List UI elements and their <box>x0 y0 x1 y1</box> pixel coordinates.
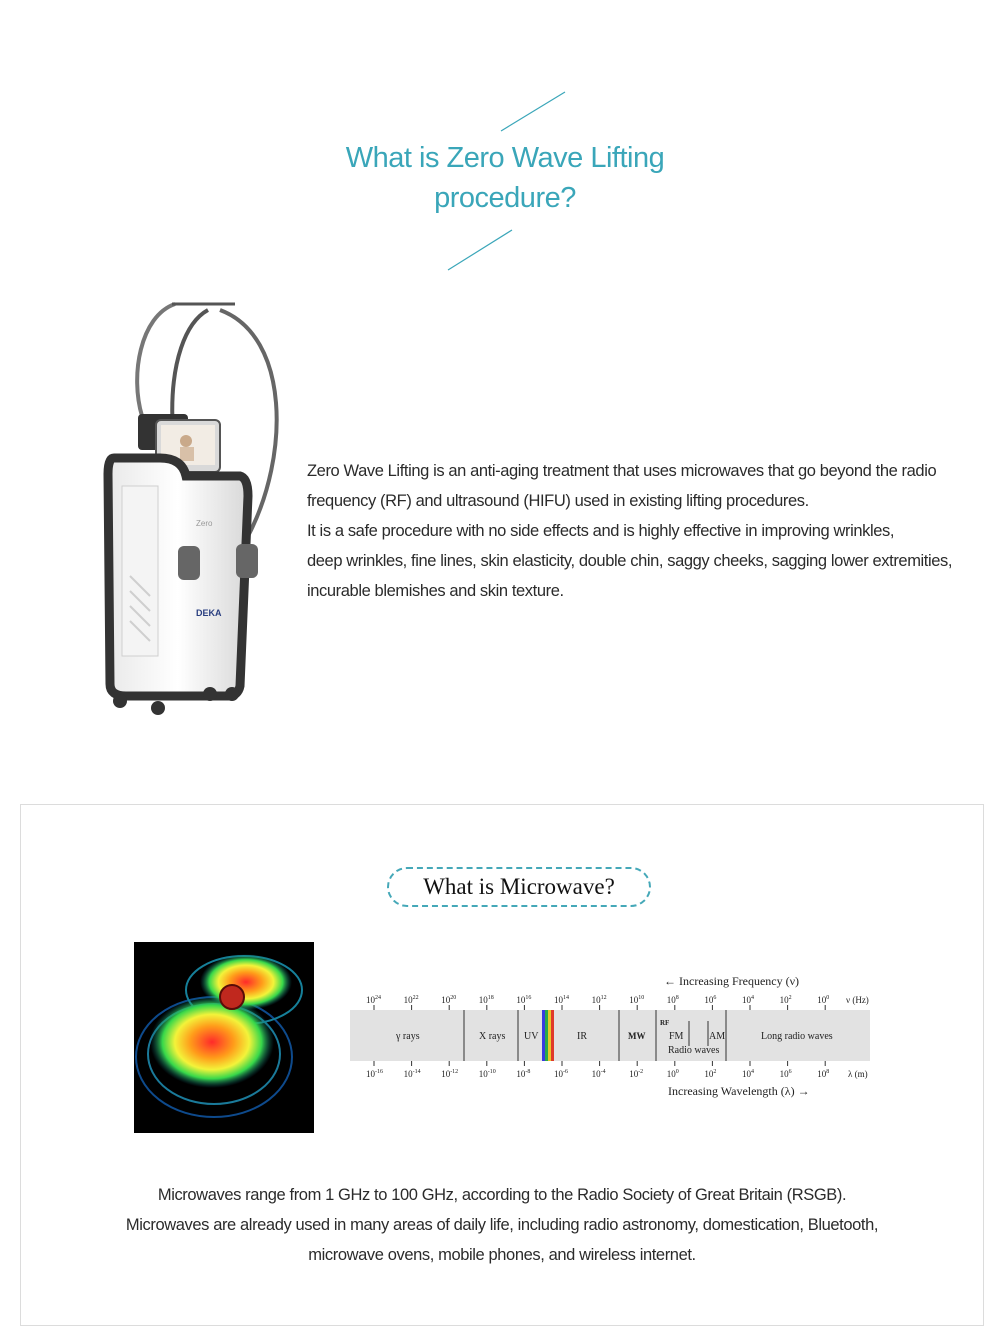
microwave-description <box>21 1180 983 1270</box>
device-model-label: Zero <box>196 519 213 528</box>
visible-band-red <box>551 1010 554 1061</box>
band-ir: IR <box>577 1031 587 1042</box>
band-uv: UV <box>524 1031 539 1042</box>
microwave-title-badge: What is Microwave? <box>387 867 651 907</box>
wave-axis-label: Increasing Wavelength (λ) → <box>668 1084 810 1098</box>
freq-unit: ν (Hz) <box>846 995 869 1005</box>
freq-tick-label: $10^{12}$ <box>591 995 607 1005</box>
device-brand-logo: DEKA <box>196 608 222 618</box>
band-long-radio: Long radio waves <box>761 1031 833 1042</box>
wave-ticks <box>366 1061 829 1079</box>
freq-tick-label: $10^0$ <box>817 995 830 1005</box>
intro-line: It is a safe procedure with no side effects and is highly effective in improving wrinkles, <box>307 522 895 540</box>
wave-tick-label: $10^{-4}$ <box>591 1069 606 1079</box>
page-title-line1: What is Zero Wave Lifting <box>345 142 665 174</box>
visible-band-green <box>545 1010 548 1061</box>
freq-ticks <box>366 995 829 1010</box>
wave-tick-label: $10^{-12}$ <box>441 1069 459 1079</box>
freq-tick-label: $10^{20}$ <box>441 995 457 1005</box>
microwave-line: microwave ovens, mobile phones, and wireless internet. <box>308 1246 696 1264</box>
visible-band-yellow <box>548 1010 551 1061</box>
freq-tick-label: $10^{18}$ <box>478 995 494 1005</box>
band-am: AM <box>709 1031 726 1042</box>
microwave-line: Microwaves range from 1 GHz to 100 GHz, according to the Radio Society of Great Britain (RSGB). <box>157 1186 847 1204</box>
wave-tick-label: $10^8$ <box>817 1069 830 1079</box>
top-accent-line <box>501 92 565 131</box>
wave-tick-label: $10^{-8}$ <box>516 1069 531 1079</box>
page-title <box>250 138 760 218</box>
wave-tick-label: $10^4$ <box>742 1069 754 1079</box>
intro-line: Zero Wave Lifting is an anti-aging treatment that uses microwaves that go beyond the radio <box>307 462 937 480</box>
band-rf: RF <box>660 1019 670 1027</box>
wave-tick-label: $10^{-14}$ <box>403 1069 421 1079</box>
intro-line: frequency (RF) and ultrasound (HIFU) used in existing lifting procedures. <box>307 492 809 510</box>
band-xray: X rays <box>479 1031 506 1042</box>
wave-tick-label: $10^{-6}$ <box>554 1069 568 1079</box>
freq-tick-label: $10^{22}$ <box>403 995 419 1005</box>
freq-tick-label: $10^8$ <box>666 995 679 1005</box>
wave-tick-label: $10^6$ <box>779 1069 792 1079</box>
wave-tick-label: $10^{-2}$ <box>629 1069 644 1079</box>
freq-tick-label: $10^4$ <box>742 995 754 1005</box>
band-fm: FM <box>669 1031 684 1042</box>
microwave-field-image <box>134 942 314 1133</box>
intro-description <box>307 456 977 606</box>
microwave-line: Microwaves are already used in many areas of daily life, including radio astronomy, domestication, Bluetooth, <box>125 1216 879 1234</box>
band-gamma: γ rays <box>396 1031 420 1042</box>
zero-wave-device-image <box>100 296 300 721</box>
freq-axis-label: ← Increasing Frequency (ν) <box>664 974 800 988</box>
em-spectrum-diagram <box>346 973 876 1098</box>
freq-tick-label: $10^2$ <box>779 995 792 1005</box>
wave-tick-label: $10^{-10}$ <box>478 1069 496 1079</box>
microwave-panel <box>20 804 984 1326</box>
bottom-accent-line <box>448 230 512 270</box>
band-radio-waves: Radio waves <box>668 1045 720 1056</box>
intro-line: incurable blemishes and skin texture. <box>307 582 564 600</box>
freq-tick-label: $10^{14}$ <box>554 995 569 1005</box>
band-mw: MW <box>628 1031 646 1041</box>
freq-tick-label: $10^{16}$ <box>516 995 532 1005</box>
freq-tick-label: $10^{24}$ <box>366 995 381 1005</box>
wave-tick-label: $10^2$ <box>704 1069 717 1079</box>
freq-tick-label: $10^6$ <box>704 995 717 1005</box>
wave-tick-label: $10^{-16}$ <box>366 1069 383 1079</box>
visible-band-violet <box>542 1010 545 1061</box>
wave-unit: λ (m) <box>848 1069 868 1079</box>
freq-tick-label: $10^{10}$ <box>629 995 645 1005</box>
intro-line: deep wrinkles, fine lines, skin elasticity, double chin, saggy cheeks, sagging lower extremities, <box>307 552 953 570</box>
page-title-line2: procedure? <box>434 182 576 214</box>
wave-tick-label: $10^0$ <box>666 1069 679 1079</box>
